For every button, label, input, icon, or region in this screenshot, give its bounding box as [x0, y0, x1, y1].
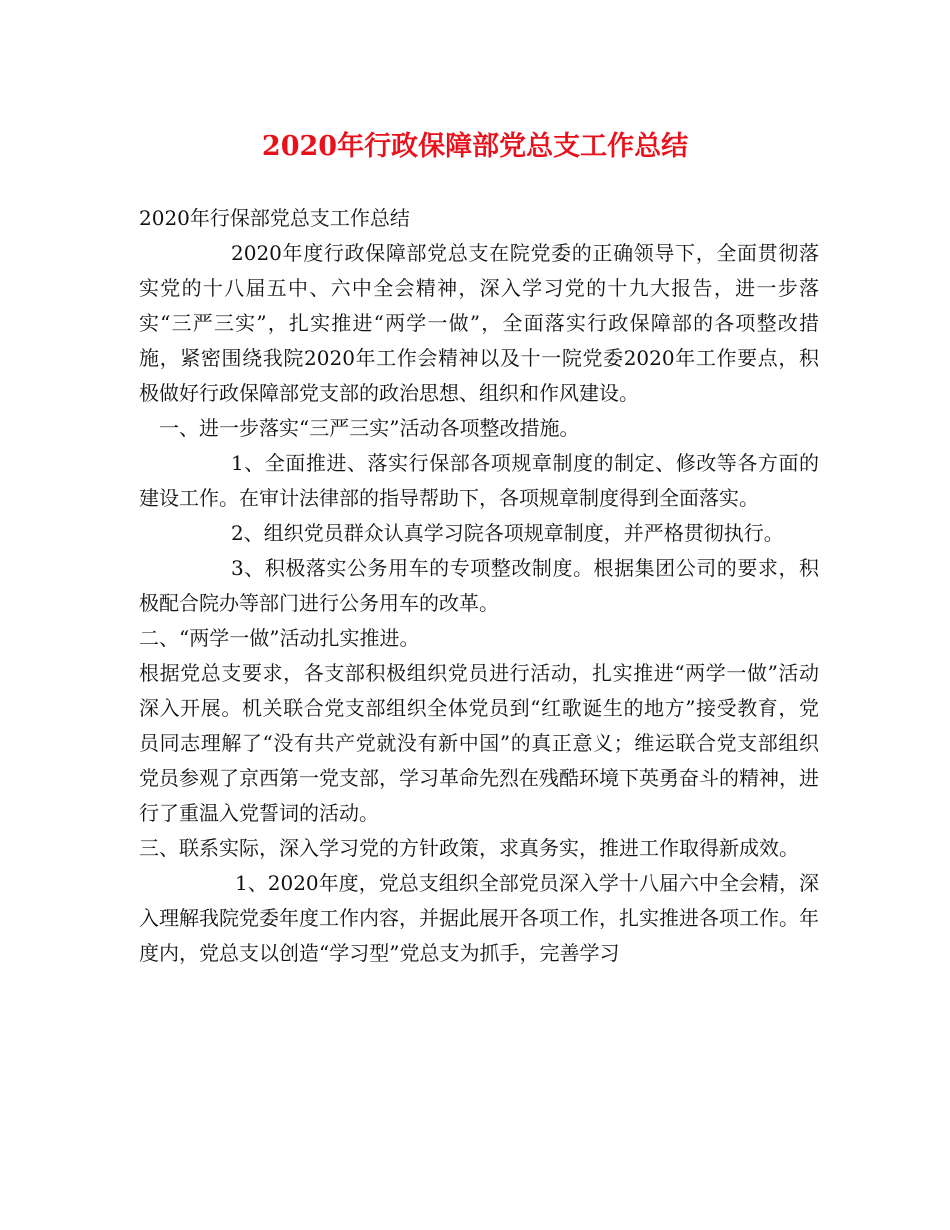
- document-title: 2020年行政保障部党总支工作总结: [261, 131, 689, 162]
- intro-paragraph: 2020年度行政保障部党总支在院党委的正确领导下，全面贯彻落实党的十八届五中、六中全会精神，深入学习党的十九大报告，进一步落实“三严三实”，扎实推进“两学一做”，全面落实行政保障部的各项整改措施，紧密围绕我院2020年工作会精神以及十一院党委2020年工作要点，积极做好行政保障部党支部的政治思想、组织和作风建设。: [139, 241, 819, 405]
- subtitle-paragraph: 2020年行保部党总支工作总结: [139, 206, 410, 230]
- section-heading-1: 一、进一步落实“三严三实”活动各项整改措施。: [159, 416, 580, 440]
- section-heading-2: 二、“两学一做”活动扎实推进。: [139, 626, 420, 650]
- section-heading-3: 三、联系实际，深入学习党的方针政策，求真务实，推进工作取得新成效。: [139, 836, 799, 860]
- section-2-paragraph: 根据党总支要求，各支部积极组织党员进行活动，扎实推进“两学一做”活动深入开展。机关联合党支部组织全体党员到“红歌诞生的地方”接受教育，党员同志理解了“没有共产党就没有新中国”的真正意义；维运联合党支部组织党员参观了京西第一党支部，学习革命先烈在残酷环境下英勇奋斗的精神，进行了重温入党誓词的活动。: [139, 661, 819, 825]
- list-item-3-1: 1、2020年度，党总支组织全部党员深入学十八届六中全会精，深入理解我院党委年度工作内容，并据此展开各项工作，扎实推进各项工作。年度内，党总支以创造“学习型”党总支为抓手，完善学习: [139, 871, 819, 965]
- list-item-1-3: 3、积极落实公务用车的专项整改制度。根据集团公司的要求，积极配合院办等部门进行公务用车的改革。: [139, 556, 819, 615]
- list-item-1-2: 2、组织党员群众认真学习院各项规章制度，并严格贯彻执行。: [231, 521, 784, 545]
- list-item-1-1: 1、全面推进、落实行保部各项规章制度的制定、修改等各方面的建设工作。在审计法律部的指导帮助下，各项规章制度得到全面落实。: [139, 451, 819, 510]
- document-body: [139, 201, 819, 971]
